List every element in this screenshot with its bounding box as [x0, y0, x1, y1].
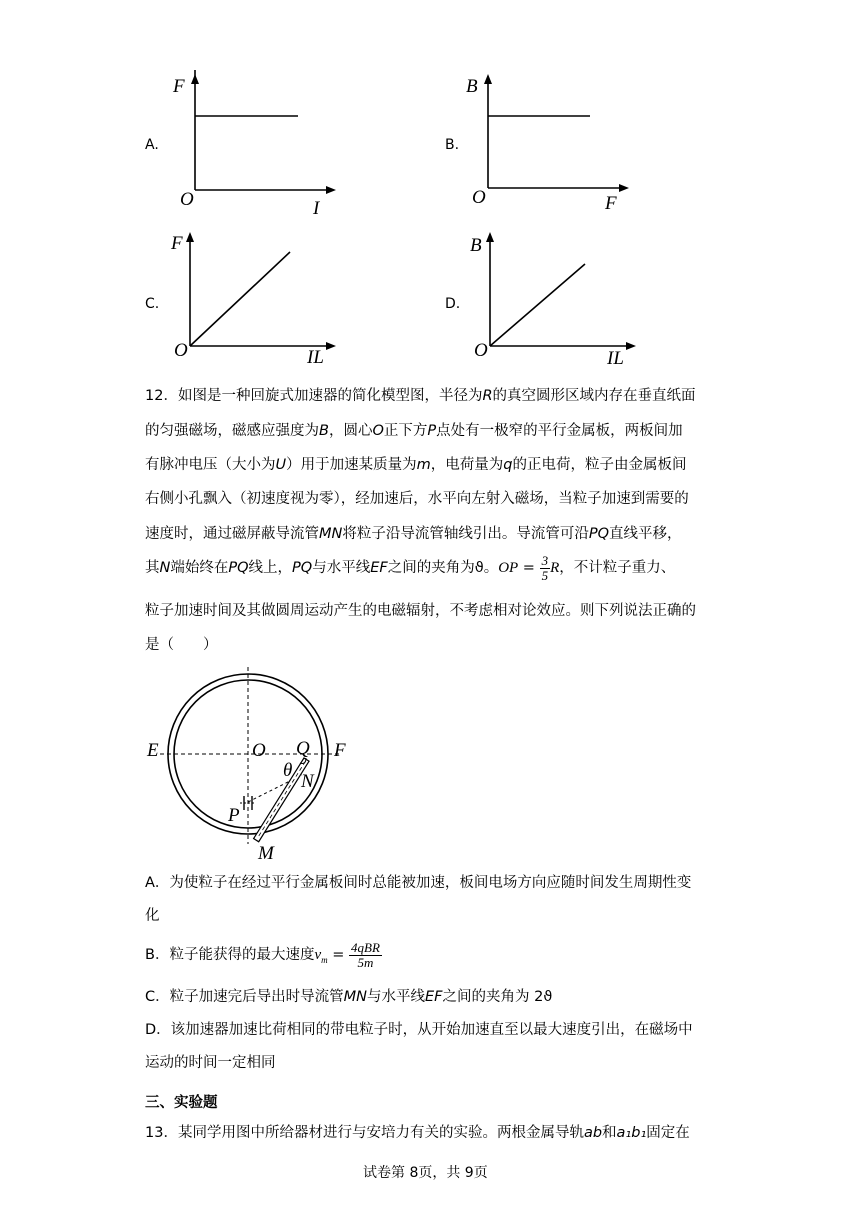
q12-line-7: 粒子加速时间及其做圆周运动产生的电磁辐射，不考虑相对论效应。则下列说法正确的	[145, 603, 696, 619]
option-c-text: C．粒子加速完后导出时导流管MN与水平线EF之间的夹角为 2ϑ	[145, 989, 553, 1005]
option-b-label: B.	[445, 137, 460, 153]
cyclotron-figure	[140, 662, 370, 867]
graph-a-origin: O	[180, 189, 194, 210]
section-heading: 三、实验题	[145, 1095, 218, 1111]
page-footer: 试卷第 8页，共 9页	[363, 1165, 488, 1181]
fig-label-p: P	[228, 805, 240, 826]
graph-c-y-label: F	[171, 233, 183, 254]
option-d-text-cont: 运动的时间一定相同	[145, 1055, 276, 1071]
graph-d-origin: O	[474, 340, 488, 361]
fig-label-m: M	[258, 843, 274, 864]
q12-line-3: 有脉冲电压（大小为U）用于加速某质量为m，电荷量为q的正电荷，粒子由金属板间	[145, 457, 687, 473]
graph-d-x-label: IL	[607, 348, 624, 369]
graph-d-y-label: B	[470, 235, 482, 256]
fig-label-f: F	[334, 740, 346, 761]
q12-line-4: 右侧小孔飘入（初速度视为零），经加速后，水平向左射入磁场，当粒子加速到需要的	[145, 491, 689, 507]
q12-line-5: 速度时，通过磁屏蔽导流管MN将粒子沿导流管轴线引出。导流管可沿PQ直线平移，	[145, 526, 682, 542]
option-c-label: C.	[145, 296, 160, 312]
fraction-3-5: $\frac{3}{5}$	[541, 552, 549, 583]
option-d-label: D.	[445, 296, 461, 312]
graph-d	[460, 228, 640, 358]
fraction-vm: $\frac{\text{4qBR}}{5m}$	[351, 939, 380, 970]
graph-b-y-label: B	[466, 76, 478, 97]
q12-line-6: 其N端始终在PQ线上，PQ与水平线EF之间的夹角为ϑ。OP = $\frac{3}{5}$ R，不计粒子重力、	[145, 552, 676, 583]
option-a-text-cont: 化	[145, 908, 160, 924]
fig-label-o: O	[252, 740, 266, 761]
option-d-text: D．该加速器加速比荷相同的带电粒子时，从开始加速直至以最大速度引出，在磁场中	[145, 1022, 693, 1038]
option-a-text: A．为使粒子在经过平行金属板间时总能被加速，板间电场方向应随时间发生周期性变	[145, 875, 692, 891]
fig-label-n: N	[301, 771, 314, 792]
graph-c-x-label: IL	[307, 347, 324, 368]
graph-b-x-label: F	[605, 193, 617, 214]
graph-a-y-label: F	[173, 76, 185, 97]
graph-b-origin: O	[472, 187, 486, 208]
graph-a-x-label: I	[313, 198, 320, 219]
graph-c-origin: O	[174, 340, 188, 361]
graph-c	[160, 228, 340, 358]
q12-line-2: 的匀强磁场，磁感应强度为B，圆心O正下方P点处有一极窄的平行金属板，两板间加	[145, 423, 683, 439]
option-a-label: A.	[145, 137, 159, 153]
fig-label-e: E	[147, 740, 159, 761]
fig-label-theta: θ	[283, 760, 293, 781]
option-b-text: B．粒子能获得的最大速度$v_m$ = $\frac{\text{4qBR}}{5m}$	[145, 939, 380, 970]
q13-line-1: 13．某同学用图中所给器材进行与安培力有关的实验。两根金属导轨ab和a₁b₁固定在	[145, 1125, 690, 1141]
q12-line-8: 是（ ）	[145, 637, 218, 653]
fig-label-q: Q	[296, 738, 310, 759]
q12-line-1: 12．如图是一种回旋式加速器的简化模型图，半径为R的真空圆形区域内存在垂直纸面	[145, 388, 696, 404]
